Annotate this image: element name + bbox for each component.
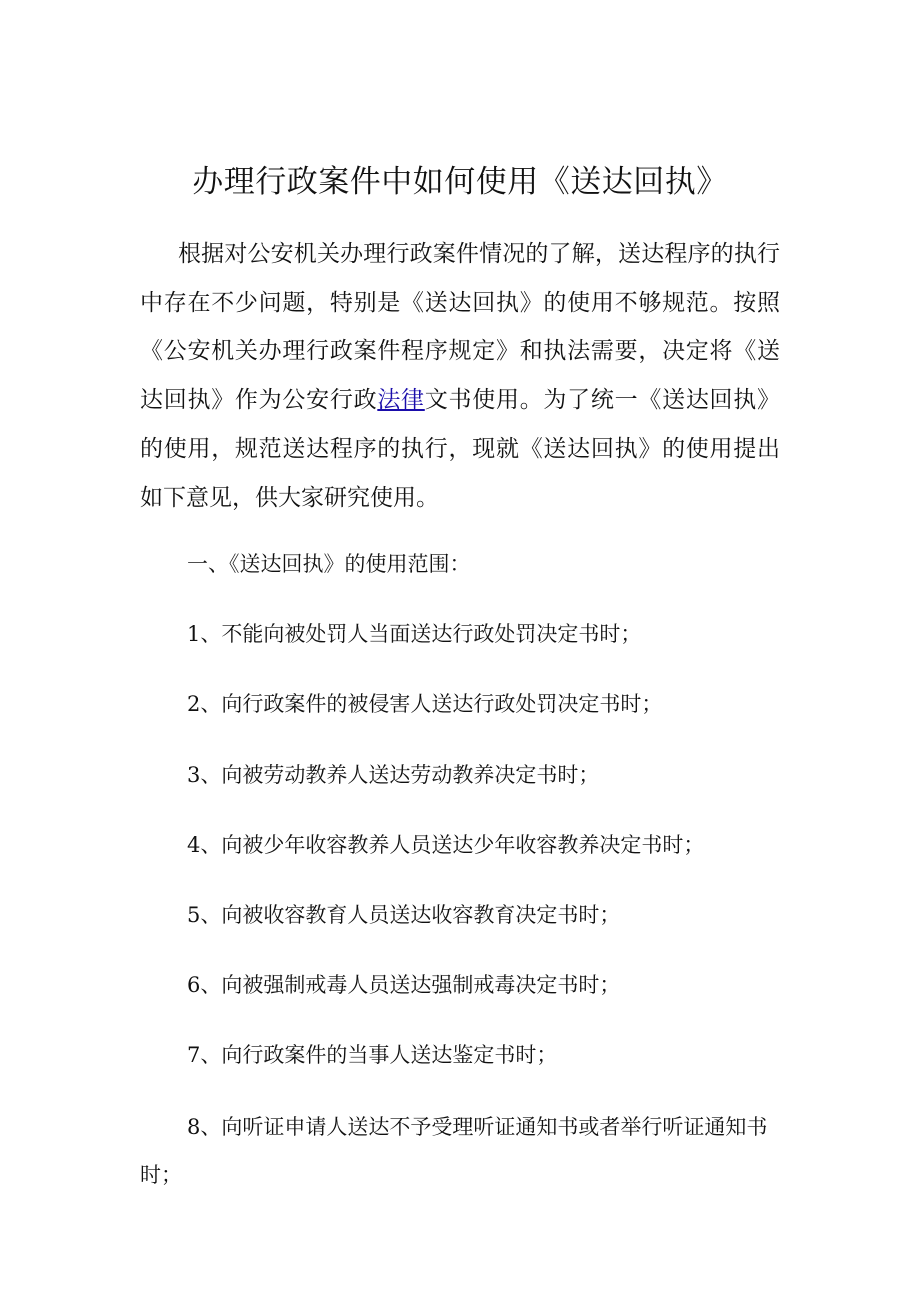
list-item-4: 4、向被少年收容教养人员送达少年收容教养决定书时； bbox=[187, 833, 705, 857]
list-item-8: 8、向听证申请人送达不予受理听证通知书或者举行听证通知书时； bbox=[140, 1115, 768, 1187]
intro-paragraph bbox=[140, 230, 780, 522]
law-link[interactable]: 法律 bbox=[377, 387, 425, 414]
list-item-5: 5、向被收容教育人员送达收容教育决定书时； bbox=[187, 903, 621, 927]
section-heading: 一、《送达回执》的使用范围： bbox=[187, 552, 471, 576]
list-item-6: 6、向被强制戒毒人员送达强制戒毒决定书时； bbox=[187, 973, 621, 997]
list-item-1: 1、不能向被处罚人当面送达行政处罚决定书时； bbox=[187, 622, 642, 646]
intro-text-after-link: 文书使用。为了统一《送达回执》的使用，规范送达程序的执行，现就《送达回执》的使用提出如下意见，供大家研究使用。 bbox=[140, 387, 781, 511]
list-item-7: 7、向行政案件的当事人送达鉴定书时； bbox=[187, 1043, 558, 1067]
document-title: 办理行政案件中如何使用《送达回执》 bbox=[192, 164, 728, 200]
list-item-3: 3、向被劳动教养人送达劳动教养决定书时； bbox=[187, 763, 600, 787]
list-item-2: 2、向行政案件的被侵害人送达行政处罚决定书时； bbox=[187, 692, 663, 716]
intro-text-before-link: 根据对公安机关办理行政案件情况的了解，送达程序的执行中存在不少问题，特别是《送达回执》的使用不够规范。按照《公安机关办理行政案件程序规定》和执法需要，决定将《送达回执》作为公安行政 bbox=[140, 241, 780, 414]
